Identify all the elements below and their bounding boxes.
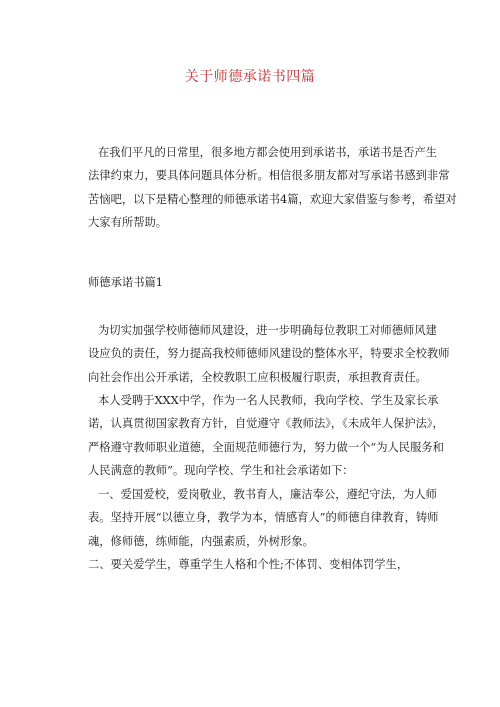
paragraph-line: 魂，修师德，练师能，内强素质，外树形象。	[88, 534, 314, 548]
document-title: 关于师德承诺书四篇	[184, 69, 316, 85]
intro-line: 在我们平凡的日常里，很多地方都会使用到承诺书，承诺书是否产生	[98, 146, 437, 159]
paragraph-line: 表。坚持开展“以德立身，教学为本，情感育人”的师德自律教育，铸师	[88, 511, 439, 525]
paragraph-line: 人民满意的教师”。现向学校、学生和社会承诺如下：	[88, 464, 354, 478]
section-heading: 师德承诺书篇1	[88, 276, 163, 289]
body-paragraph	[88, 389, 444, 483]
intro-line: 大家有所帮助。	[88, 216, 168, 230]
body-paragraph	[88, 553, 424, 576]
body-paragraph	[88, 319, 450, 389]
body-paragraph	[88, 483, 439, 553]
intro-line: 苦恼吧，以下是精心整理的师德承诺书4篇，欢迎大家借鉴与参考，希望对	[88, 192, 457, 206]
paragraph-line: 一、爱国爱校，爱岗敬业，教书育人，廉洁奉公，遵纪守法，为人师	[98, 488, 437, 501]
paragraph-line: 为切实加强学校师德师风建设，进一步明确每位教职工对师德师风建	[98, 324, 437, 337]
intro-paragraph	[88, 141, 457, 235]
paragraph-line: 设应负的责任，努力提高我校师德师风建设的整体水平，特要求全校教师	[88, 347, 450, 361]
paragraph-line: 严格遵守教师职业道德，全面规范师德行为，努力做一个“为人民服务和	[88, 440, 444, 454]
paragraph-line: 诺，认真贯彻国家教育方针，自觉遵守《教师法》，《未成年人保护法》，	[88, 417, 444, 431]
section-heading-block	[88, 271, 424, 294]
paragraph-line: 本人受聘于XXX中学，作为一名人民教师，我向学校、学生及家长承	[98, 394, 439, 407]
intro-line: 法律约束力，要具体问题具体分析。相信很多朋友都对写承诺书感到非常	[88, 169, 450, 183]
paragraph-line: 向社会作出公开承诺，全校教职工应积极履行职责，承担教育责任。	[88, 370, 427, 384]
paragraph-line: 二、要关爱学生，尊重学生人格和个性;不体罚、变相体罚学生，	[88, 558, 409, 571]
